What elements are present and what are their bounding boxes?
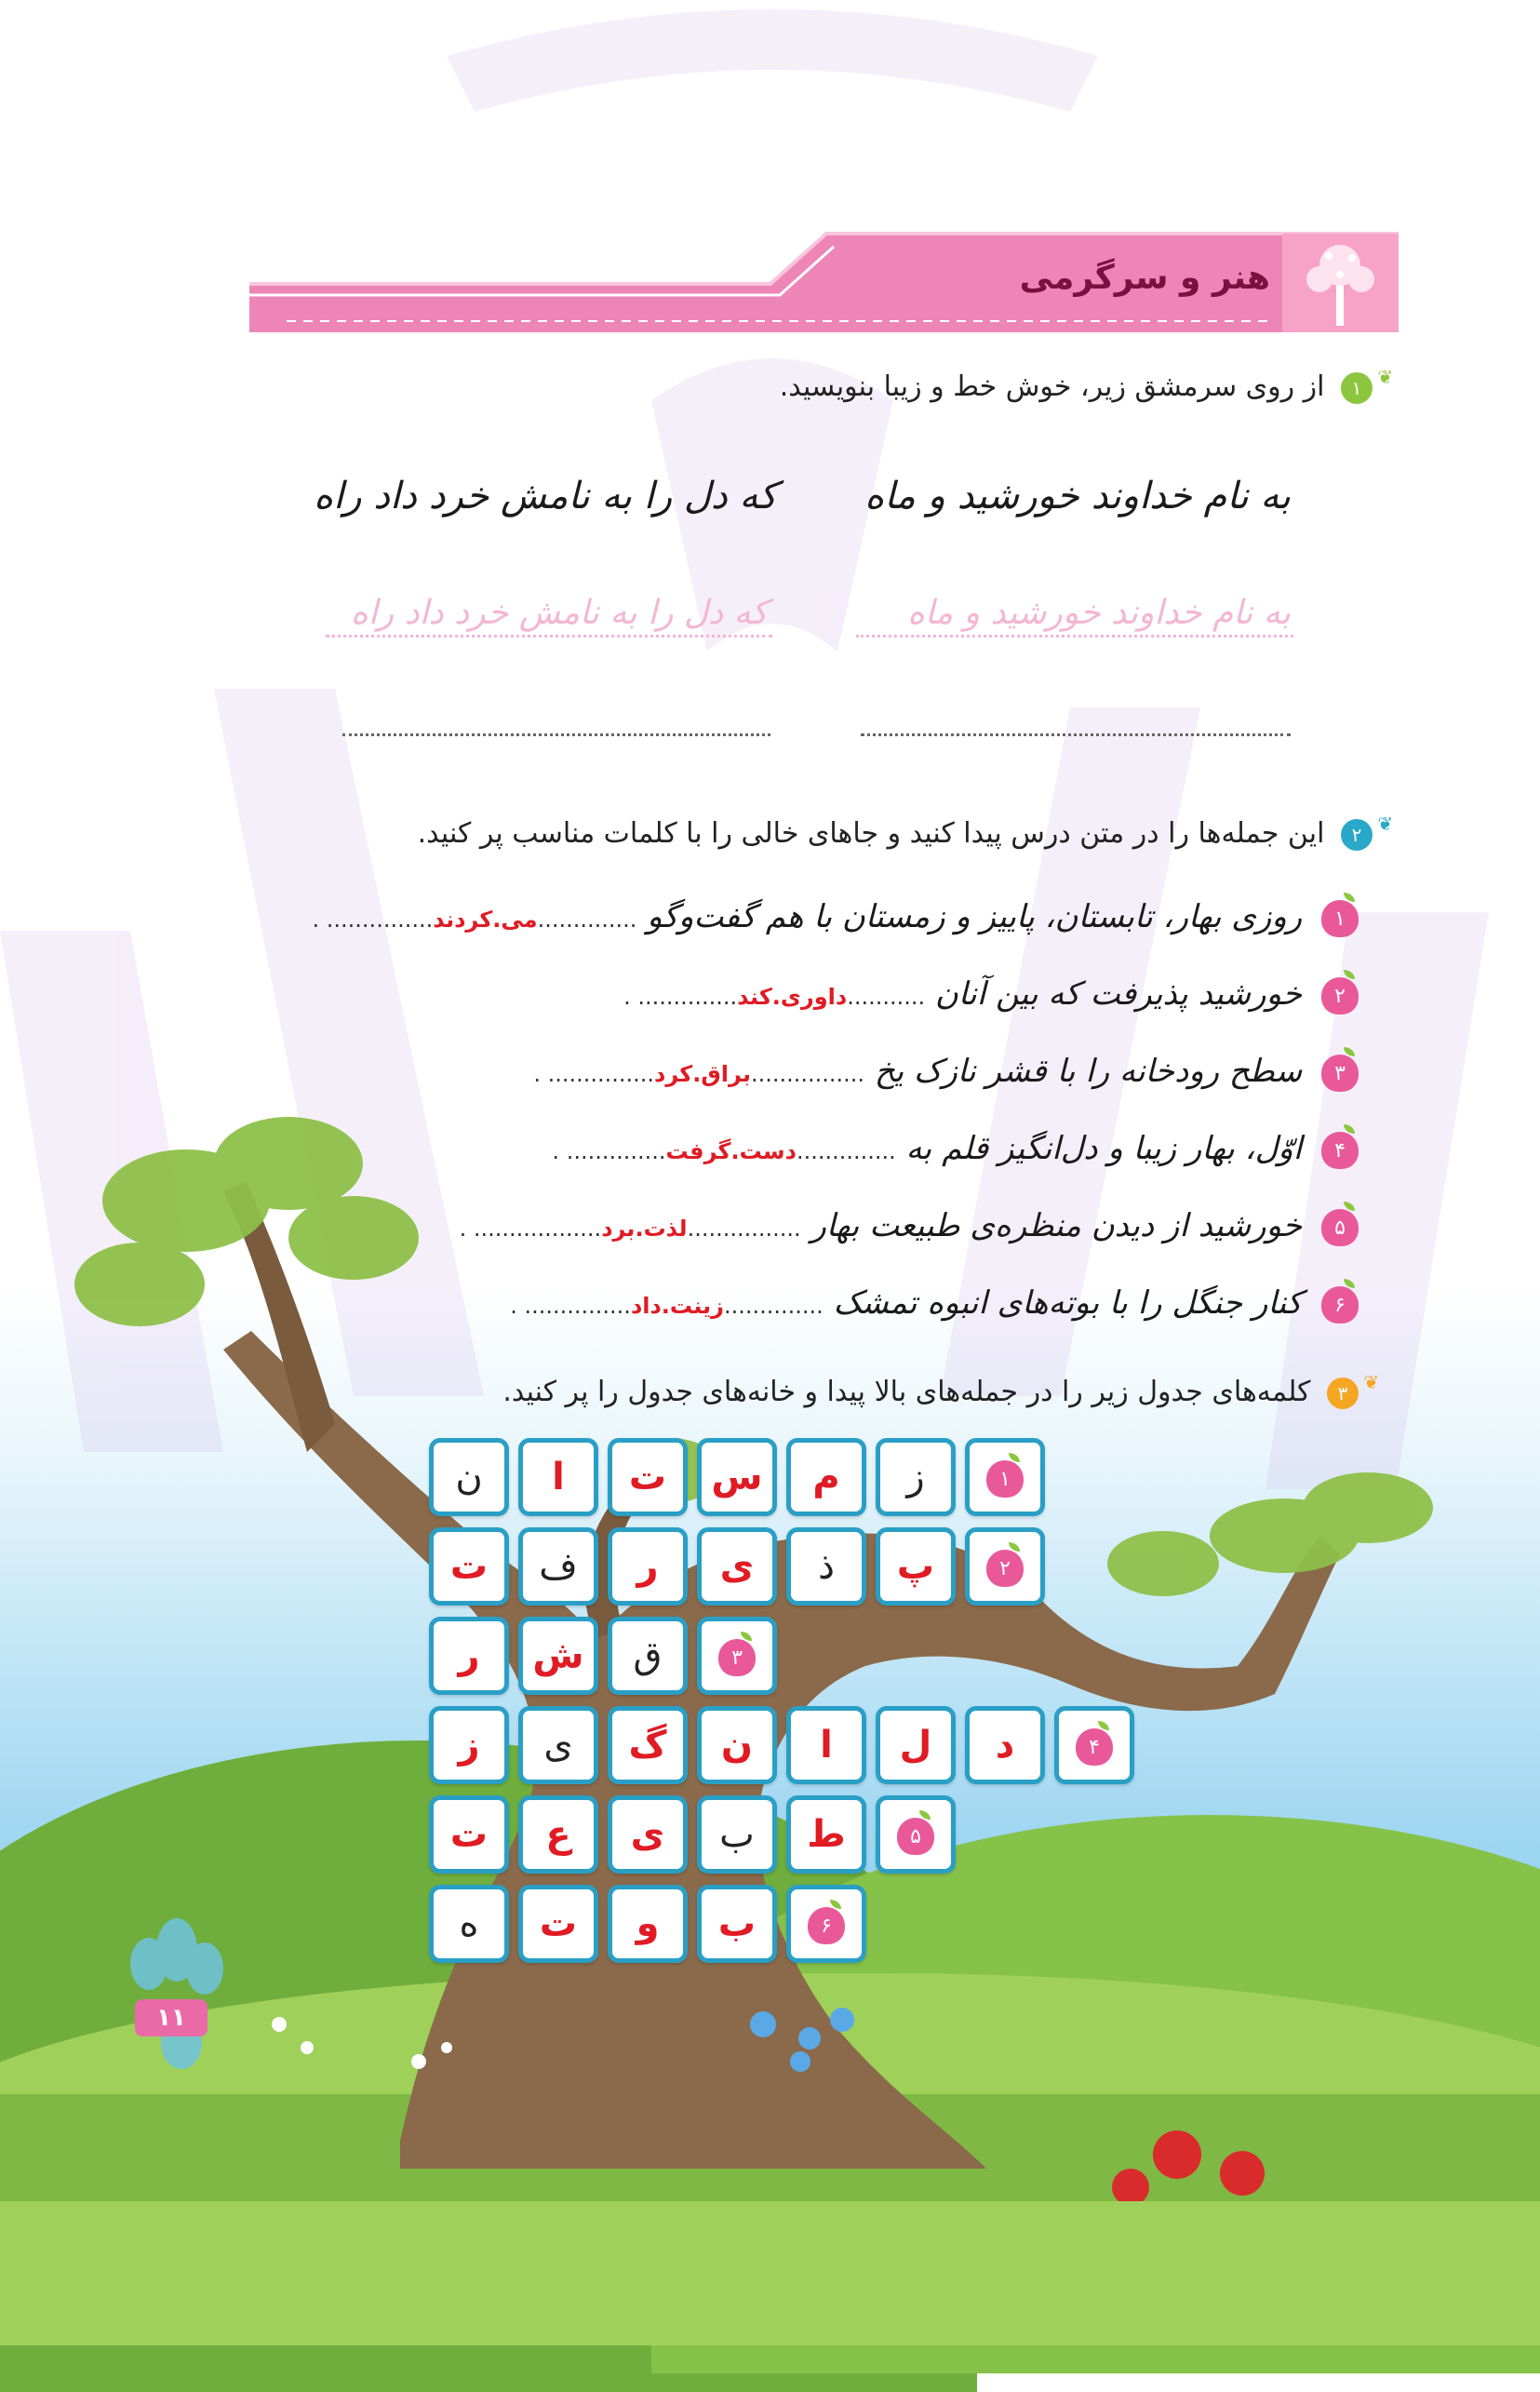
sentence-end: . (623, 984, 631, 1010)
answer-fill[interactable]: می.کردند (433, 907, 538, 933)
grid-cell[interactable]: ق (608, 1617, 688, 1695)
exercise-instruction: از روی سرمشق زیر، خوش خط و زیبا بنویسید. (779, 370, 1325, 403)
trace-baseline (856, 635, 1293, 638)
exercise-number: ۱ (1351, 376, 1362, 399)
exercise-2-heading (163, 812, 1393, 851)
grid-cell[interactable]: ف (518, 1527, 598, 1606)
page-number: ۱۱ (135, 1999, 208, 2036)
blank-dots: .............. (630, 984, 738, 1010)
sprout-icon: ❦ (1377, 365, 1393, 388)
apple-number-icon: ۴ (1321, 1132, 1359, 1169)
blue-leaf-decoration (130, 1918, 223, 2069)
apple-number-icon: ۱ (1321, 900, 1359, 937)
apple-number-icon: ۵ (1321, 1209, 1359, 1246)
writing-line-right[interactable] (861, 733, 1291, 736)
grid-cell[interactable]: ل (876, 1706, 956, 1784)
sentence-text: سطح رودخانه را با قشر نازک یخ (874, 1053, 1303, 1090)
sentence-text: خورشید از دیدن منظره‌ی طبیعت بهار (810, 1207, 1303, 1244)
blank-dots: ............... (516, 1293, 631, 1319)
grid-row-number-cell (965, 1438, 1045, 1516)
sentence-5 (460, 1207, 1359, 1246)
grid-cell[interactable]: ع (518, 1795, 598, 1874)
exercise-number: ۲ (1351, 823, 1362, 846)
grid-cell[interactable]: گ (608, 1706, 688, 1784)
grid-cell[interactable]: ب (697, 1795, 777, 1874)
sentence-end: . (459, 1216, 467, 1242)
grid-cell[interactable]: د (965, 1706, 1045, 1784)
grid-cell[interactable]: پ (876, 1527, 956, 1606)
sentence-end: . (312, 907, 320, 933)
sentence-end: . (552, 1138, 560, 1164)
grid-cell[interactable]: ت (608, 1438, 688, 1516)
grid-cell[interactable]: ش (518, 1617, 598, 1695)
blank-dots: .............. (559, 1138, 666, 1164)
answer-fill[interactable]: دست.گرفت (665, 1138, 797, 1164)
grid-cell[interactable]: ر (608, 1527, 688, 1606)
exercise-1-heading (256, 365, 1393, 404)
apples (1112, 2130, 1265, 2201)
grid-cell[interactable]: ه (429, 1885, 509, 1963)
sprout-icon: ❦ (1377, 812, 1393, 835)
answer-fill[interactable]: براق.کرد (654, 1061, 751, 1087)
apple-number-icon: ۱ (986, 1460, 1024, 1498)
model-line-left: که دل را به نامش خرد داد راه (314, 475, 777, 517)
grid-cell[interactable]: ت (429, 1795, 509, 1874)
grid-cell[interactable]: ط (786, 1795, 866, 1874)
blank-dots: .............. (796, 1138, 896, 1164)
blank-dots: ............... (319, 907, 434, 933)
sentence-6 (510, 1284, 1359, 1324)
exercise-number-badge (1327, 1370, 1379, 1409)
trace-baseline (326, 635, 772, 638)
grid-cell[interactable]: ت (518, 1885, 598, 1963)
grid-cell[interactable]: ن (429, 1438, 509, 1516)
exercise-instruction: این جمله‌ها را در متن درس پیدا کنید و جاهای خالی را با کلمات مناسب پر کنید. (417, 817, 1325, 850)
tree-leaves (74, 1117, 1433, 1596)
sentence-2 (623, 975, 1359, 1015)
grid-cell[interactable]: ب (697, 1885, 777, 1963)
apple-number-icon: ۶ (1321, 1286, 1359, 1324)
grid-cell[interactable]: ن (697, 1706, 777, 1784)
blank-dots: ............... (540, 1061, 655, 1087)
grid-cell[interactable]: ز (429, 1706, 509, 1784)
grid-cell[interactable]: ز (876, 1438, 956, 1516)
grid-cell[interactable]: ی (518, 1706, 598, 1784)
blank-dots: .................. (466, 1216, 602, 1242)
trace-line-left: که دل را به نامش خرد داد راه (350, 594, 768, 632)
sentence-end: . (533, 1061, 541, 1087)
answer-fill[interactable]: داوری.کند (737, 984, 848, 1010)
apple-number-icon: ۶ (808, 1907, 845, 1944)
apple-number-icon: ۳ (718, 1639, 756, 1676)
sentence-1 (313, 898, 1359, 937)
answer-fill[interactable]: زینت.داد (630, 1293, 724, 1319)
exercise-number-badge (1341, 365, 1393, 404)
sentence-text: روزی بهار، تابستان، پاییز و زمستان با هم گفت‌وگو (647, 898, 1303, 935)
grid-cell[interactable]: س (697, 1438, 777, 1516)
grid-cell[interactable]: ا (518, 1438, 598, 1516)
blank-dots: .............. (537, 907, 637, 933)
exercise-number: ۳ (1337, 1381, 1348, 1404)
grid-cell[interactable]: ی (608, 1795, 688, 1874)
grid-row-number-cell (786, 1885, 866, 1963)
sentence-end: . (510, 1293, 517, 1319)
blank-dots: .............. (723, 1293, 824, 1319)
grid-cell[interactable]: ی (697, 1527, 777, 1606)
sentence-text: خورشید پذیرفت که بین آنان (934, 975, 1303, 1013)
apple-number-icon: ۵ (897, 1818, 934, 1855)
grid-cell[interactable]: م (786, 1438, 866, 1516)
grid-row-number-cell (876, 1795, 956, 1874)
grid-cell[interactable]: و (608, 1885, 688, 1963)
blank-dots: ................ (687, 1216, 801, 1242)
grid-cell[interactable]: ت (429, 1527, 509, 1606)
blank-dots: ........... (847, 984, 926, 1010)
grid-cell[interactable]: ذ (786, 1527, 866, 1606)
exercise-instruction: کلمه‌های جدول زیر را در جمله‌های بالا پیدا و خانه‌های جدول را پر کنید. (502, 1376, 1311, 1408)
apple-number-icon: ۳ (1321, 1055, 1359, 1092)
grid-cell[interactable]: ر (429, 1617, 509, 1695)
writing-line-left[interactable] (342, 733, 770, 736)
apple-number-icon: ۲ (1321, 977, 1359, 1015)
apple-number-icon: ۴ (1076, 1728, 1113, 1766)
exercise-number-badge (1341, 812, 1393, 851)
sentence-text: کنار جنگل را با بوته‌های انبوه تمشک (833, 1284, 1303, 1322)
section-title: هنر و سرگرمی (1019, 259, 1270, 297)
apple-number-icon: ۲ (986, 1550, 1024, 1587)
sentence-text: اوّل، بهار زیبا و دل‌انگیز قلم به (905, 1130, 1303, 1167)
sprout-icon: ❦ (1363, 1370, 1379, 1393)
sentence-4 (552, 1130, 1359, 1169)
answer-fill[interactable]: لذت.برد (601, 1216, 688, 1242)
grid-row-number-cell (697, 1617, 777, 1695)
sentence-3 (533, 1053, 1359, 1092)
trace-line-right: به نام خداوند خورشید و ماه (907, 594, 1291, 632)
blank-dots: ................ (750, 1061, 865, 1087)
grid-row-number-cell (965, 1527, 1045, 1606)
model-line-right: به نام خداوند خورشید و ماه (864, 475, 1291, 517)
grid-row-number-cell (1054, 1706, 1134, 1784)
grid-cell[interactable]: ا (786, 1706, 866, 1784)
exercise-3-heading (149, 1370, 1379, 1409)
